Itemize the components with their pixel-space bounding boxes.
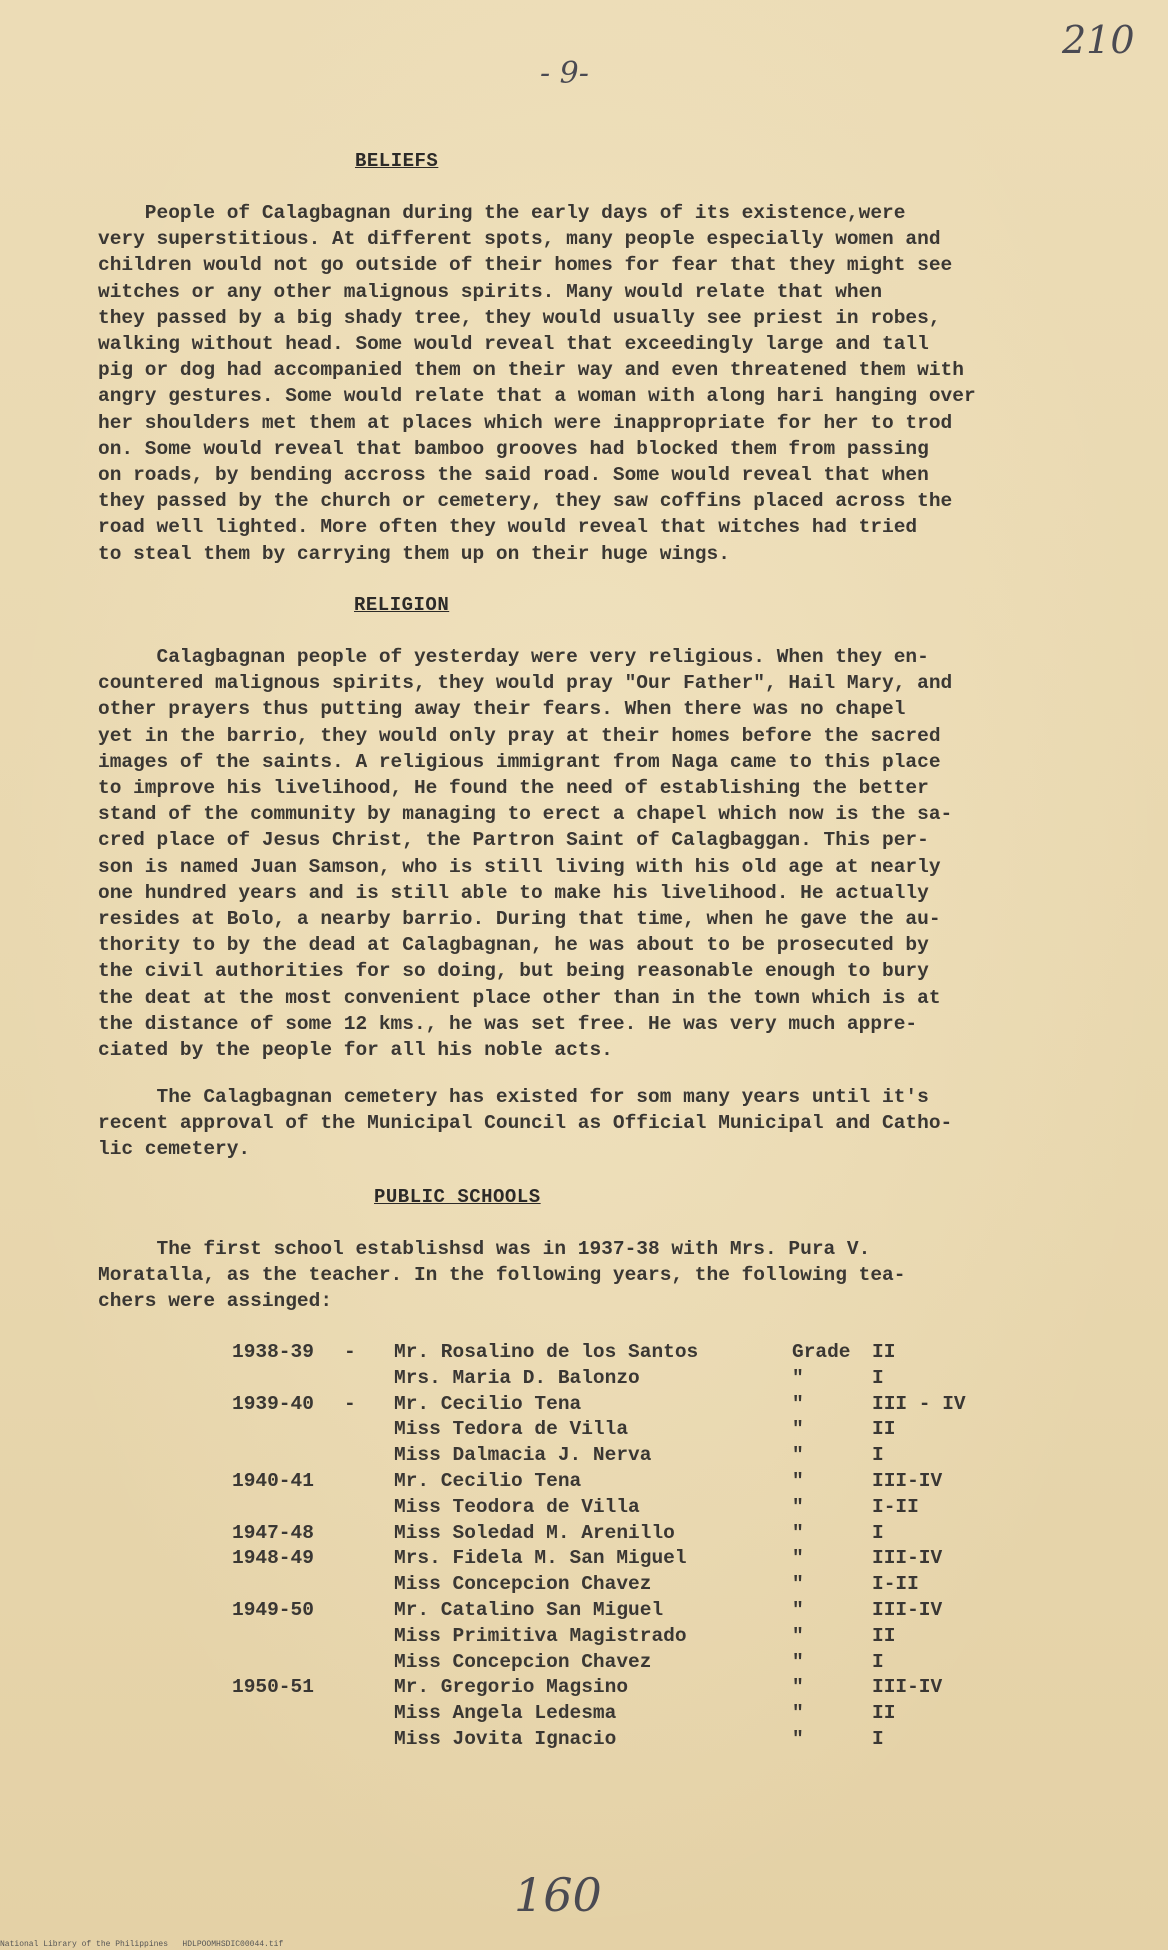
grade-label: " [792,1650,804,1673]
teacher-name: Miss Concepcion Chavez [394,1650,652,1673]
text-line: recent approval of the Municipal Council as Official Municipal and Catho- [98,1112,953,1135]
public-schools-paragraph [98,1236,905,1315]
school-year: 1938-39 [232,1341,314,1363]
teacher-name: Mr. Cecilio Tena [394,1392,582,1415]
grade-value: II [872,1341,896,1363]
teacher-name: Miss Tedora de Villa [394,1418,629,1441]
teacher-name: Miss Jovita Ignacio [394,1727,617,1750]
folio-number: 210 [1062,18,1135,62]
text-line: they passed by the church or cemetery, they saw coffins placed across the [98,490,953,513]
grade-value: I-II [872,1495,919,1518]
teacher-name: Mr. Catalino San Miguel [394,1598,664,1621]
grade-value: III-IV [872,1469,943,1492]
grade-value: II [872,1702,896,1725]
teacher-name: Miss Concepcion Chavez [394,1573,652,1596]
grade-label: " [792,1521,804,1544]
text-line: cred place of Jesus Christ, the Partron Saint of Calagbaggan. This per- [98,829,929,852]
grade-value: II [872,1624,896,1647]
text-line: The Calagbagnan cemetery has existed for som many years until it's [98,1086,929,1108]
teacher-name: Miss Angela Ledesma [394,1702,617,1725]
text-line: resides at Bolo, a nearby barrio. During that time, when he gave the au- [98,908,941,931]
religion-paragraph [98,644,952,1063]
religion-heading: RELIGION [354,594,450,616]
text-line: road well lighted. More often they would reveal that witches had tried [98,516,918,539]
text-line: chers were assinged: [98,1290,333,1313]
text-line: ciated by the people for all his noble acts. [98,1039,613,1062]
grade-label: " [792,1392,804,1415]
school-year: 1949-50 [232,1598,314,1621]
teacher-name: Miss Teodora de Villa [394,1495,640,1518]
text-line: stand of the community by managing to erect a chapel which now is the sa- [98,803,953,826]
public-schools-heading: PUBLIC SCHOOLS [374,1186,541,1208]
grade-label: " [792,1469,804,1492]
grade-label: " [792,1727,804,1750]
teacher-name: Mr. Rosalino de los Santos [394,1341,699,1363]
grade-label: " [792,1676,804,1699]
grade-label: " [792,1598,804,1621]
teacher-name: Miss Primitiva Magistrado [394,1624,687,1647]
grade-value: I [872,1650,884,1673]
text-line: they passed by a big shady tree, they would usually see priest in robes, [98,306,941,329]
text-line: son is named Juan Samson, who is still living with his old age at nearly [98,855,941,878]
grade-label: " [792,1366,804,1389]
text-line: the deat at the most convenient place other than in the town which is at [98,986,941,1009]
page-number: - 9- [540,56,589,91]
beliefs-heading: BELIEFS [355,150,439,172]
text-line: yet in the barrio, they would only pray at their homes before the sacred [98,724,941,747]
text-line: the civil authorities for so doing, but being reasonable enough to bury [98,960,929,983]
text-line: to improve his livelihood, He found the need of establishing the better [98,777,929,800]
dash-mark: - [344,1392,356,1415]
handwritten-page-stamp: 160 [514,1868,602,1922]
grade-value: I [872,1521,884,1544]
text-line: children would not go outside of their homes for fear that they might see [98,254,953,277]
grade-label: " [792,1418,804,1441]
grade-value: III-IV [872,1547,943,1570]
text-line: Moratalla, as the teacher. In the following years, the following tea- [98,1264,906,1287]
teacher-name: Mrs. Fidela M. San Miguel [394,1547,687,1570]
text-line: The first school establishsd was in 1937-38 with Mrs. Pura V. [98,1238,871,1260]
teacher-name: Mr. Gregorio Magsino [394,1676,629,1699]
grade-label: " [792,1573,804,1596]
school-year: 1939-40 [232,1392,314,1415]
text-line: very superstitious. At different spots, many people especially women and [98,228,941,251]
text-line: thority to by the dead at Calagbagnan, he was about to be prosecuted by [98,934,929,957]
text-line: to steal them by carrying them up on their huge wings. [98,542,730,565]
text-line: lic cemetery. [98,1138,251,1161]
grade-value: I [872,1727,884,1750]
beliefs-paragraph [98,200,976,567]
text-line: pig or dog had accompanied them on their way and even threatened them with [98,359,964,382]
grade-value: III - IV [872,1392,966,1415]
text-line: on. Some would reveal that bamboo grooves had blocked them from passing [98,437,929,460]
text-line: one hundred years and is still able to make his livelihood. He actually [98,881,929,904]
dash-mark: - [344,1341,356,1363]
grade-label: Grade [792,1341,851,1363]
grade-value: III-IV [872,1598,943,1621]
grade-label: " [792,1444,804,1467]
grade-label: " [792,1624,804,1647]
text-line: her shoulders met them at places which were inappropriate for her to trod [98,411,953,434]
grade-label: " [792,1547,804,1570]
archive-footer: National Library of the Philippines HDLPOOMHSDIC00044.tif [0,1940,284,1949]
teacher-name: Mrs. Maria D. Balonzo [394,1366,640,1389]
text-line: walking without head. Some would reveal that exceedingly large and tall [98,333,929,356]
text-line: witches or any other malignous spirits. Many would relate that when [98,280,883,303]
text-line: the distance of some 12 kms., he was set free. He was very much appre- [98,1012,918,1035]
text-line: on roads, by bending accross the said road. Some would reveal that when [98,464,929,487]
teacher-name: Miss Dalmacia J. Nerva [394,1444,652,1467]
grade-label: " [792,1495,804,1518]
text-line: countered malignous spirits, they would pray "Our Father", Hail Mary, and [98,672,953,695]
grade-value: I [872,1366,884,1389]
grade-value: I [872,1444,884,1467]
text-line: images of the saints. A religious immigrant from Naga came to this place [98,750,941,773]
school-year: 1947-48 [232,1521,314,1544]
cemetery-paragraph [98,1084,952,1163]
teacher-name: Mr. Cecilio Tena [394,1469,582,1492]
text-line: Calagbagnan people of yesterday were very religious. When they en- [98,646,929,668]
school-year: 1940-41 [232,1469,314,1492]
text-line: angry gestures. Some would relate that a woman with along hari hanging over [98,385,976,408]
school-year: 1948-49 [232,1547,314,1570]
school-year: 1950-51 [232,1676,314,1699]
grade-value: III-IV [872,1676,943,1699]
grade-label: " [792,1702,804,1725]
text-line: People of Calagbagnan during the early days of its existence,were [98,202,906,224]
text-line: other prayers thus putting away their fears. When there was no chapel [98,698,906,721]
grade-value: I-II [872,1573,919,1596]
teacher-name: Miss Soledad M. Arenillo [394,1521,675,1544]
grade-value: II [872,1418,896,1441]
